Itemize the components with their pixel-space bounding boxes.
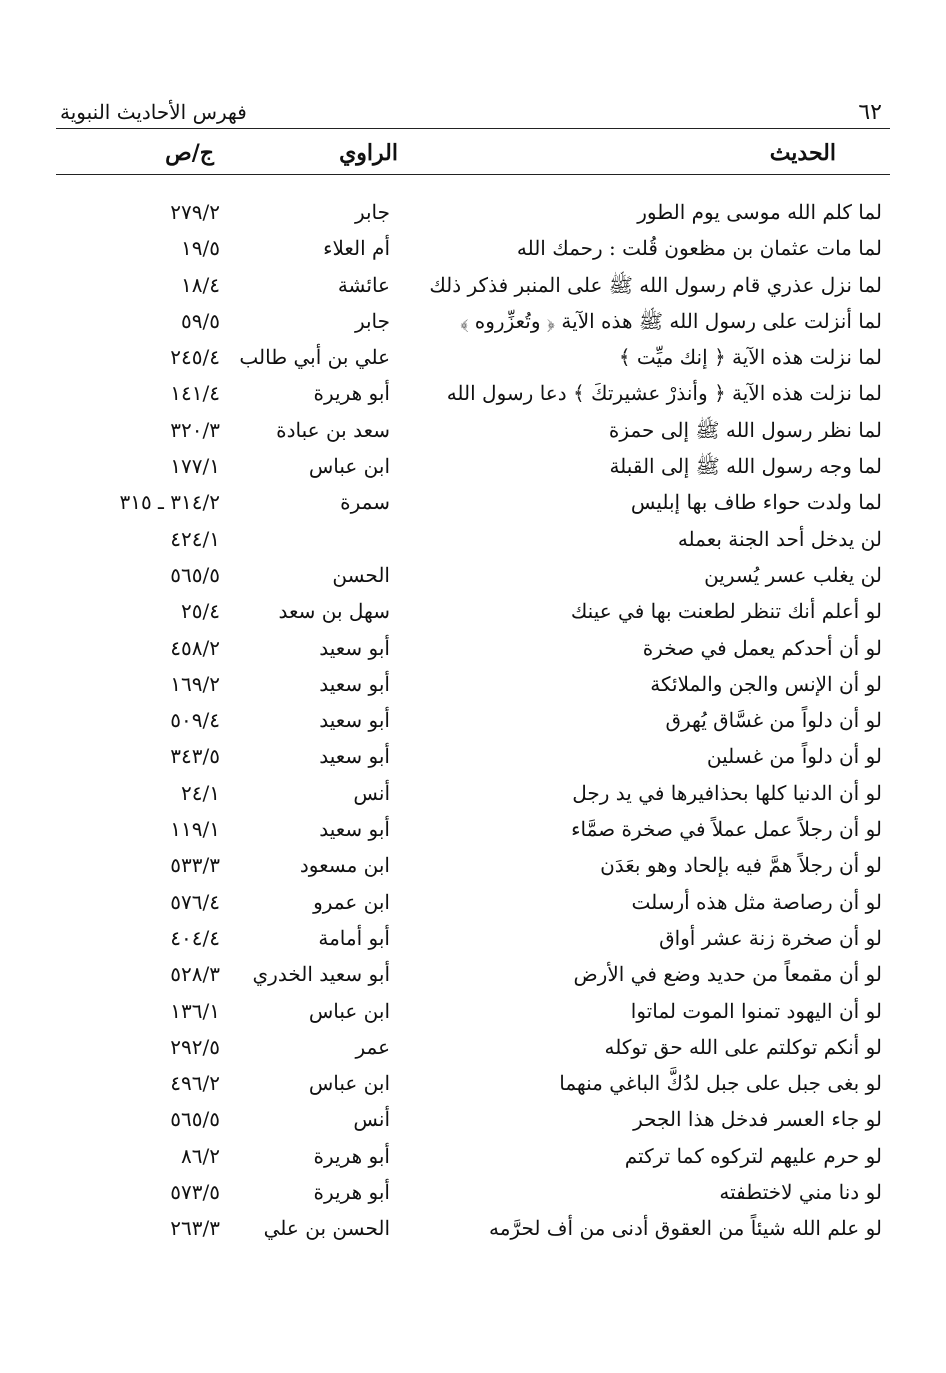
index-row <box>56 922 890 958</box>
hadith-text: لو حرم عليهم لتركوه كما تركتم <box>624 1143 882 1168</box>
index-row <box>56 1212 890 1248</box>
page-number: ٦٢ <box>858 100 882 125</box>
volume-page-reference: ١٣٦/١ <box>170 998 220 1023</box>
volume-page-reference: ٢٦٣/٣ <box>170 1216 220 1241</box>
hadith-text: لما نزلت هذه الآية ﴿ إنك ميِّت ﴾ <box>618 345 882 370</box>
volume-page-reference: ٥٦٥/٥ <box>170 1107 220 1132</box>
hadith-text: لو جاء العسر فدخل هذا الجحر <box>633 1107 882 1132</box>
index-row <box>56 1176 890 1212</box>
volume-page-reference: ٣٤٣/٥ <box>170 744 220 769</box>
hadith-text: لو أعلم أنك تنظر لطعنت بها في عينك <box>570 599 882 624</box>
column-header-reference: ج/ص <box>165 140 214 166</box>
volume-page-reference: ٢٥/٤ <box>181 599 220 624</box>
volume-page-reference: ١٤١/٤ <box>170 381 220 406</box>
narrator-name: الحسن <box>332 562 390 587</box>
volume-page-reference: ٣٢٠/٣ <box>170 417 220 442</box>
hadith-text: لو أن أحدكم يعمل في صخرة <box>642 635 882 660</box>
index-row <box>56 849 890 885</box>
index-row <box>56 813 890 849</box>
index-row <box>56 559 890 595</box>
hadith-text: لو دنا مني لاختطفته <box>719 1180 882 1205</box>
volume-page-reference: ٤٢٤/١ <box>170 526 220 551</box>
index-row <box>56 414 890 450</box>
narrator-name: علي بن أبي طالب <box>239 345 390 370</box>
volume-page-reference: ٥٧٦/٤ <box>170 889 220 914</box>
hadith-text: لو أن رجلاً عمل عملاً في صخرة صمَّاء <box>571 817 882 842</box>
index-row <box>56 377 890 413</box>
hadith-text: لما نظر رسول الله ﷺ إلى حمزة <box>608 417 882 442</box>
index-row <box>56 1067 890 1103</box>
volume-page-reference: ٢٧٩/٢ <box>170 200 220 224</box>
column-header-hadith: الحديث <box>769 140 836 166</box>
index-row <box>56 632 890 668</box>
volume-page-reference: ١٨/٤ <box>181 272 220 297</box>
narrator-name: أبو سعيد <box>319 635 390 660</box>
narrator-name: أبو هريرة <box>313 381 390 406</box>
hadith-text: لما نزل عذري قام رسول الله ﷺ على المنبر فذكر ذلك <box>429 272 882 297</box>
hadith-text: لو أن رصاصة مثل هذه أرسلت <box>631 889 882 914</box>
index-row <box>56 777 890 813</box>
hadith-text: لو أن دلواً من غسلين <box>706 744 882 769</box>
index-row <box>56 1103 890 1139</box>
narrator-name: عمر <box>355 1034 390 1059</box>
volume-page-reference: ٢٩٢/٥ <box>170 1034 220 1059</box>
index-row <box>56 958 890 994</box>
hadith-text: لما أنزلت على رسول الله ﷺ هذه الآية ﴿ وتُعزِّروه ﴾ <box>460 308 882 333</box>
narrator-name: ابن عباس <box>308 454 390 479</box>
narrator-name: أم العلاء <box>323 236 390 261</box>
index-row <box>56 232 890 268</box>
hadith-text: لما وجه رسول الله ﷺ إلى القبلة <box>609 454 882 479</box>
volume-page-reference: ١٦٩/٢ <box>170 671 220 696</box>
volume-page-reference: ٤٠٤/٤ <box>170 925 220 950</box>
column-headers <box>56 138 890 175</box>
index-row <box>56 668 890 704</box>
hadith-text: لو أن الدنيا كلها بحذافيرها في يد رجل <box>572 780 882 805</box>
narrator-name: أبو سعيد <box>319 817 390 842</box>
hadith-text: لو أن الإنس والجن والملائكة <box>650 671 882 696</box>
index-row <box>56 269 890 305</box>
narrator-name: أبو سعيد <box>319 708 390 733</box>
narrator-name: سهل بن سعد <box>278 599 390 624</box>
volume-page-reference: ٥٦٥/٥ <box>170 562 220 587</box>
index-row <box>56 1031 890 1067</box>
hadith-text: لو أن مقمعاً من حديد وضع في الأرض <box>573 962 882 987</box>
index-row <box>56 995 890 1031</box>
narrator-name: أبو هريرة <box>313 1180 390 1205</box>
volume-page-reference: ٢٤٥/٤ <box>170 345 220 370</box>
narrator-name: أنس <box>353 1107 390 1132</box>
hadith-text: لن يغلب عسر يُسرين <box>704 562 882 587</box>
volume-page-reference: ١١٩/١ <box>170 817 220 842</box>
hadith-text: لو علم الله شيئاً من العقوق أدنى من أف لحرَّمه <box>488 1216 882 1241</box>
narrator-name: أبو سعيد <box>319 671 390 696</box>
narrator-name: الحسن بن علي <box>263 1216 390 1241</box>
column-header-narrator: الراوي <box>339 140 398 166</box>
volume-page-reference: ٨٦/٢ <box>181 1143 220 1168</box>
narrator-name: عائشة <box>337 272 390 297</box>
index-row <box>56 1140 890 1176</box>
narrator-name: أبو هريرة <box>313 1143 390 1168</box>
narrator-name: ابن عمرو <box>313 889 390 914</box>
narrator-name: جابر <box>354 308 390 333</box>
index-row <box>56 595 890 631</box>
hadith-text: لما ولدت حواء طاف بها إبليس <box>630 490 882 515</box>
hadith-text: لو بغى جبل على جبل لدُكَّ الباغي منهما <box>559 1071 882 1096</box>
hadith-text: لما كلم الله موسى يوم الطور <box>637 200 882 224</box>
hadith-text: لو أن رجلاً همَّ فيه بإلحاد وهو بعَدَن <box>600 853 882 878</box>
volume-page-reference: ١٧٧/١ <box>170 454 220 479</box>
hadith-text: لو أن دلواً من غسَّاق يُهرق <box>665 708 882 733</box>
index-row <box>56 886 890 922</box>
narrator-name: أبو أمامة <box>318 925 390 950</box>
narrator-name: ابن عباس <box>308 998 390 1023</box>
narrator-name: أبو سعيد الخدري <box>252 962 390 987</box>
volume-page-reference: ٤٥٨/٢ <box>170 635 220 660</box>
volume-page-reference: ٥٢٨/٣ <box>170 962 220 987</box>
narrator-name: جابر <box>354 200 390 224</box>
index-row <box>56 450 890 486</box>
hadith-text: لما نزلت هذه الآية ﴿ وأنذرْ عشيرتكَ ﴾ دعا رسول الله <box>446 381 882 406</box>
index-row <box>56 486 890 522</box>
volume-page-reference: ٥٧٣/٥ <box>170 1180 220 1205</box>
volume-page-reference: ٢٤/١ <box>181 780 220 805</box>
hadith-text: لن يدخل أحد الجنة بعمله <box>677 526 882 551</box>
hadith-text: لو أن صخرة زنة عشر أواق <box>659 925 882 950</box>
index-row <box>56 740 890 776</box>
volume-page-reference: ١٩/٥ <box>181 236 220 261</box>
hadith-text: لو أنكم توكلتم على الله حق توكله <box>604 1034 882 1059</box>
index-row <box>56 196 890 232</box>
volume-page-reference: ٤٩٦/٢ <box>170 1071 220 1096</box>
volume-page-reference: ٥٩/٥ <box>181 308 220 333</box>
volume-page-reference: ٥٣٣/٣ <box>170 853 220 878</box>
hadith-text: لو أن اليهود تمنوا الموت لماتوا <box>630 998 882 1023</box>
narrator-name: ابن عباس <box>308 1071 390 1096</box>
index-row <box>56 704 890 740</box>
narrator-name: ابن مسعود <box>299 853 390 878</box>
volume-page-reference: ٣١٤/٢ ـ ٣١٥ <box>119 490 220 515</box>
index-row <box>56 523 890 559</box>
narrator-name: سمرة <box>340 490 390 515</box>
index-row <box>56 341 890 377</box>
section-title: فهرس الأحاديث النبوية <box>60 100 247 124</box>
narrator-name: أنس <box>353 780 390 805</box>
hadith-index-list <box>56 196 890 1249</box>
narrator-name: أبو سعيد <box>319 744 390 769</box>
hadith-text: لما مات عثمان بن مظعون قُلت : رحمك الله <box>516 236 882 261</box>
running-head <box>56 98 890 129</box>
volume-page-reference: ٥٠٩/٤ <box>170 708 220 733</box>
index-row <box>56 305 890 341</box>
narrator-name: سعد بن عبادة <box>276 417 390 442</box>
